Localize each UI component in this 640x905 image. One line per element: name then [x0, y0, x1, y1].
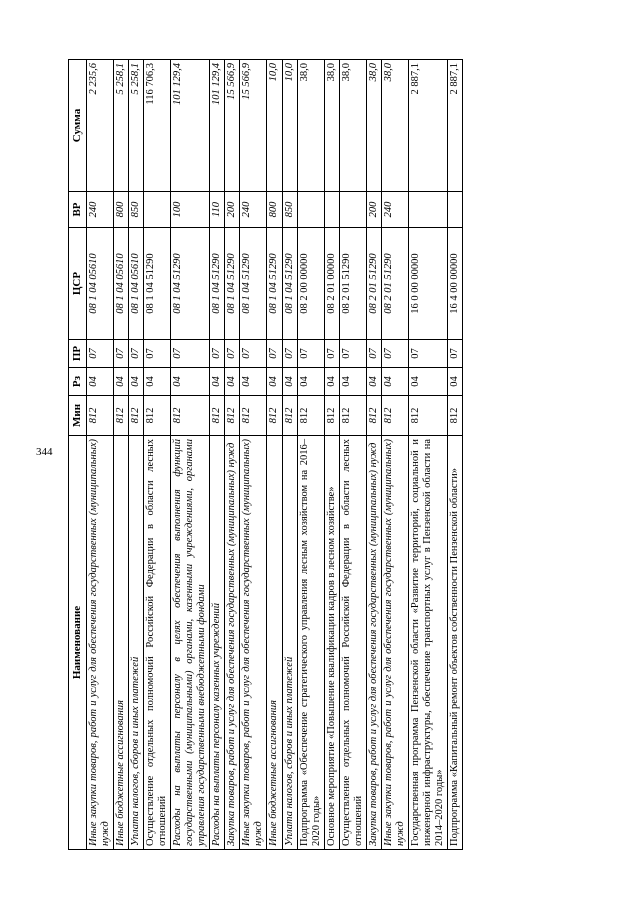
- cell-rz: 04: [225, 368, 240, 396]
- table-row: [448, 60, 463, 850]
- cell-vr: 100: [171, 192, 210, 228]
- cell-name: Подпрограмма «Капитальный ремонт объектов собственности Пензенской области»: [448, 436, 463, 850]
- cell-pr: 07: [409, 340, 448, 368]
- cell-name: Иные закупки товаров, работ и услуг для обеспечения государственных (муниципальных) нужд: [86, 436, 113, 850]
- cell-vr: 240: [381, 192, 408, 228]
- cell-pr: 07: [366, 340, 381, 368]
- cell-sum: 38,0: [339, 60, 366, 192]
- cell-csr: 08 1 04 51290: [171, 228, 210, 340]
- cell-rz: 04: [448, 368, 463, 396]
- cell-rz: 04: [282, 368, 297, 396]
- cell-min: 812: [113, 396, 128, 436]
- table-row: [366, 60, 381, 850]
- cell-vr: 110: [210, 192, 225, 228]
- cell-pr: 07: [86, 340, 113, 368]
- cell-min: 812: [297, 396, 324, 436]
- table-row: [409, 60, 448, 850]
- cell-name: Иные бюджетные ассигнования: [267, 436, 282, 850]
- cell-pr: 07: [128, 340, 143, 368]
- cell-rz: 04: [240, 368, 267, 396]
- cell-min: 812: [448, 396, 463, 436]
- cell-name: Основное мероприятие «Повышение квалификации кадров в лесном хозяйстве»: [324, 436, 339, 850]
- table-row: [267, 60, 282, 850]
- table-row: [324, 60, 339, 850]
- cell-min: 812: [381, 396, 408, 436]
- col-header-pr: ПР: [69, 340, 87, 368]
- cell-sum: 101 129,4: [210, 60, 225, 192]
- cell-csr: 08 1 04 51290: [282, 228, 297, 340]
- table-row: [86, 60, 113, 850]
- cell-sum: 2 887,1: [448, 60, 463, 192]
- cell-rz: 04: [128, 368, 143, 396]
- col-header-min: Мин: [69, 396, 87, 436]
- cell-name: Расходы на выплаты персоналу в целях обеспечения выполнения функций государственными (муниципальными) органами, казенными учреждениями, органами управления государственными внебюджетными фондами: [171, 436, 210, 850]
- cell-min: 812: [282, 396, 297, 436]
- cell-pr: 07: [210, 340, 225, 368]
- cell-sum: 15 566,9: [225, 60, 240, 192]
- cell-rz: 04: [267, 368, 282, 396]
- cell-vr: [324, 192, 339, 228]
- cell-rz: 04: [171, 368, 210, 396]
- cell-pr: 07: [282, 340, 297, 368]
- cell-vr: 800: [113, 192, 128, 228]
- cell-rz: 04: [86, 368, 113, 396]
- table-row: [143, 60, 170, 850]
- cell-min: 812: [339, 396, 366, 436]
- cell-sum: 116 706,3: [143, 60, 170, 192]
- cell-sum: 10,0: [282, 60, 297, 192]
- cell-sum: 38,0: [297, 60, 324, 192]
- cell-min: 812: [143, 396, 170, 436]
- cell-min: 812: [324, 396, 339, 436]
- cell-csr: 08 2 01 51290: [339, 228, 366, 340]
- cell-csr: 08 2 01 51290: [366, 228, 381, 340]
- cell-csr: 08 1 04 51290: [240, 228, 267, 340]
- cell-vr: 850: [282, 192, 297, 228]
- cell-min: 812: [267, 396, 282, 436]
- cell-pr: 07: [448, 340, 463, 368]
- cell-name: Осуществление отдельных полномочий Российской Федерации в области лесных отношений: [143, 436, 170, 850]
- cell-vr: [409, 192, 448, 228]
- cell-csr: 16 4 00 00000: [448, 228, 463, 340]
- cell-min: 812: [240, 396, 267, 436]
- cell-rz: 04: [339, 368, 366, 396]
- cell-pr: 07: [171, 340, 210, 368]
- cell-pr: 07: [339, 340, 366, 368]
- budget-table: [68, 59, 463, 850]
- cell-csr: 08 2 01 00000: [324, 228, 339, 340]
- cell-sum: 38,0: [366, 60, 381, 192]
- cell-min: 812: [409, 396, 448, 436]
- cell-csr: 08 1 04 05610: [113, 228, 128, 340]
- cell-name: Иные бюджетные ассигнования: [113, 436, 128, 850]
- cell-pr: 07: [143, 340, 170, 368]
- cell-vr: [297, 192, 324, 228]
- table-row: [113, 60, 128, 850]
- col-header-rz: Рз: [69, 368, 87, 396]
- cell-sum: 38,0: [381, 60, 408, 192]
- rotated-table-wrapper: [68, 60, 510, 850]
- cell-pr: 07: [297, 340, 324, 368]
- col-header-name: Наименование: [69, 436, 87, 850]
- cell-rz: 04: [366, 368, 381, 396]
- cell-sum: 101 129,4: [171, 60, 210, 192]
- cell-csr: 08 1 04 51290: [210, 228, 225, 340]
- table-row: [210, 60, 225, 850]
- cell-name: Закупка товаров, работ и услуг для обеспечения государственных (муниципальных) нужд: [225, 436, 240, 850]
- cell-vr: [339, 192, 366, 228]
- cell-pr: 07: [240, 340, 267, 368]
- table-row: [128, 60, 143, 850]
- cell-csr: 08 1 04 51290: [267, 228, 282, 340]
- cell-csr: 08 1 04 05610: [128, 228, 143, 340]
- cell-min: 812: [171, 396, 210, 436]
- cell-name: Расходы на выплаты персоналу казенных учреждений: [210, 436, 225, 850]
- cell-rz: 04: [381, 368, 408, 396]
- cell-min: 812: [225, 396, 240, 436]
- table-row: [282, 60, 297, 850]
- cell-name: Иные закупки товаров, работ и услуг для обеспечения государственных (муниципальных) нужд: [381, 436, 408, 850]
- cell-sum: 5 258,1: [113, 60, 128, 192]
- cell-rz: 04: [113, 368, 128, 396]
- col-header-vr: ВР: [69, 192, 87, 228]
- table-row: [240, 60, 267, 850]
- cell-vr: 800: [267, 192, 282, 228]
- table-row: [381, 60, 408, 850]
- cell-pr: 07: [324, 340, 339, 368]
- cell-name: Уплата налогов, сборов и иных платежей: [128, 436, 143, 850]
- cell-min: 812: [86, 396, 113, 436]
- cell-vr: 240: [240, 192, 267, 228]
- table-row: [339, 60, 366, 850]
- cell-sum: 5 258,1: [128, 60, 143, 192]
- cell-rz: 04: [297, 368, 324, 396]
- table-row: [297, 60, 324, 850]
- cell-name: Уплата налогов, сборов и иных платежей: [282, 436, 297, 850]
- cell-sum: 15 566,9: [240, 60, 267, 192]
- cell-sum: 2 235,6: [86, 60, 113, 192]
- cell-min: 812: [366, 396, 381, 436]
- cell-rz: 04: [210, 368, 225, 396]
- cell-sum: 10,0: [267, 60, 282, 192]
- cell-name: Осуществление отдельных полномочий Российской Федерации в области лесных отношений: [339, 436, 366, 850]
- cell-rz: 04: [143, 368, 170, 396]
- cell-vr: [143, 192, 170, 228]
- cell-pr: 07: [267, 340, 282, 368]
- cell-vr: 850: [128, 192, 143, 228]
- cell-csr: 08 2 00 00000: [297, 228, 324, 340]
- col-header-csr: ЦСР: [69, 228, 87, 340]
- cell-pr: 07: [381, 340, 408, 368]
- cell-csr: 08 1 04 05610: [86, 228, 113, 340]
- cell-csr: 16 0 00 00000: [409, 228, 448, 340]
- cell-csr: 08 2 01 51290: [381, 228, 408, 340]
- col-header-sum: Сумма: [69, 60, 87, 192]
- cell-csr: 08 1 04 51290: [143, 228, 170, 340]
- page-number: 344: [36, 446, 53, 458]
- table-body: [86, 60, 463, 850]
- cell-rz: 04: [409, 368, 448, 396]
- cell-min: 812: [128, 396, 143, 436]
- cell-name: Государственная программа Пензенской области «Развитие территорий, социальной и инженерной инфраструктуры, обеспечение транспортных услуг в Пензенской области на 2014–2020 годы»: [409, 436, 448, 850]
- cell-name: Иные закупки товаров, работ и услуг для обеспечения государственных (муниципальных) нужд: [240, 436, 267, 850]
- cell-pr: 07: [225, 340, 240, 368]
- cell-rz: 04: [324, 368, 339, 396]
- cell-name: Закупка товаров, работ и услуг для обеспечения государственных (муниципальных) нужд: [366, 436, 381, 850]
- cell-pr: 07: [113, 340, 128, 368]
- table-header-row: [69, 60, 87, 850]
- table-row: [171, 60, 210, 850]
- cell-vr: 200: [366, 192, 381, 228]
- cell-vr: 240: [86, 192, 113, 228]
- cell-vr: [448, 192, 463, 228]
- cell-sum: 38,0: [324, 60, 339, 192]
- table-row: [225, 60, 240, 850]
- cell-name: Подпрограмма «Обеспечение стратегического управления лесным хозяйством на 2016–2020 годы»: [297, 436, 324, 850]
- cell-min: 812: [210, 396, 225, 436]
- cell-vr: 200: [225, 192, 240, 228]
- cell-csr: 08 1 04 51290: [225, 228, 240, 340]
- cell-sum: 2 887,1: [409, 60, 448, 192]
